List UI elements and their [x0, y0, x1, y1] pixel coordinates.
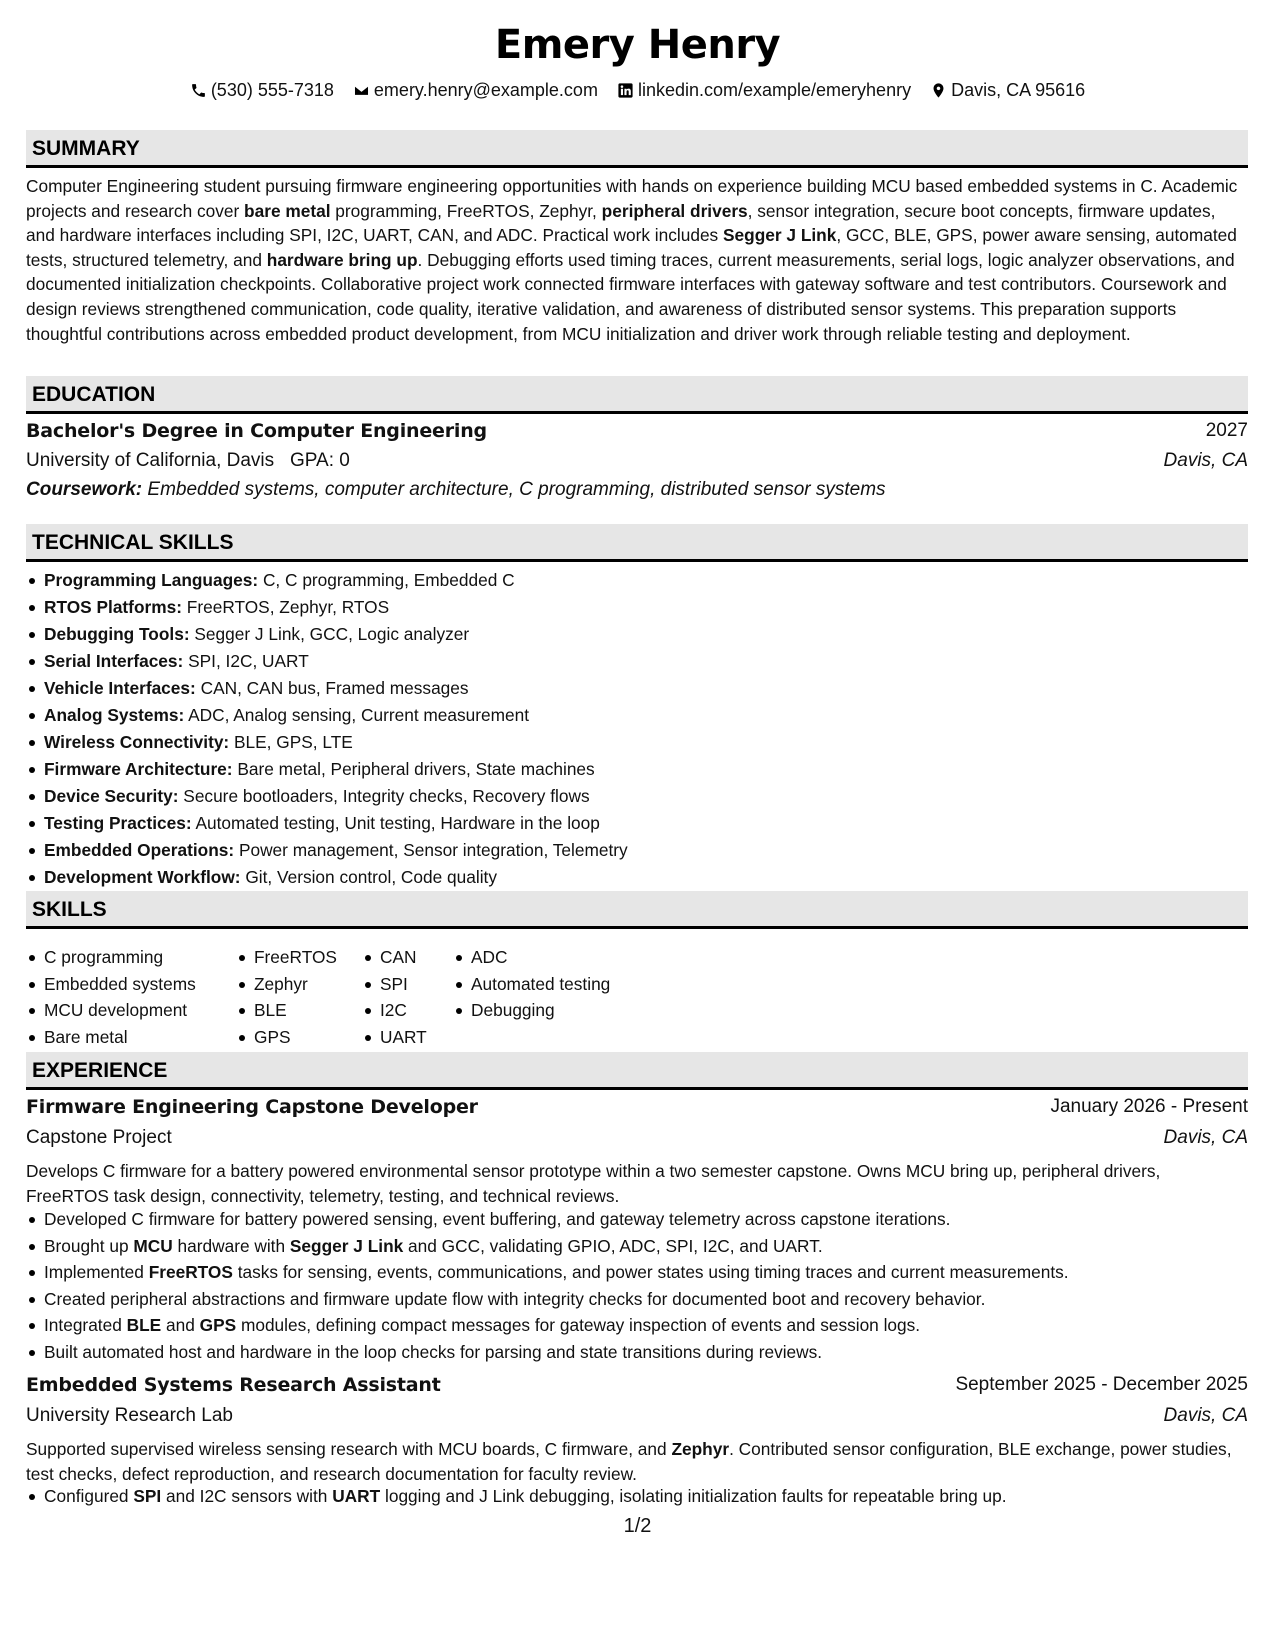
skill-item: Bare metal — [26, 1025, 196, 1052]
skills-column-3 — [362, 945, 427, 1052]
tech-skill-value: Git, Version control, Code quality — [245, 867, 497, 887]
coursework-text: Embedded systems, computer architecture, C programming, distributed sensor systems — [147, 479, 886, 500]
skill-item: Embedded systems — [26, 972, 196, 999]
tech-skill-label: Serial Interfaces: — [44, 651, 184, 671]
job-2-bullets — [26, 1484, 1248, 1511]
text-run: . Contributed sensor configuration, BLE exchange, power studies, test checks, defect reproduction, and research documentation for faculty review. — [26, 1439, 1232, 1484]
text-run: hardware with — [172, 1235, 290, 1256]
job-bullet — [26, 1313, 1248, 1340]
experience-heading-text: EXPERIENCE — [32, 1059, 168, 1082]
tech-skill-value: ADC, Analog sensing, Current measurement — [188, 705, 530, 725]
tech-skill-label: Device Security: — [44, 786, 179, 806]
tech-skill-item — [26, 757, 1248, 784]
tech-skill-item — [26, 865, 1248, 892]
text-run: Built automated host and hardware in the loop checks for parsing and state transitions during reviews. — [44, 1341, 823, 1362]
text-run: modules, defining compact messages for gateway inspection of events and session logs. — [236, 1315, 921, 1336]
technical-skills-heading-text: TECHNICAL SKILLS — [32, 531, 234, 554]
school-location: Davis, CA — [1163, 450, 1248, 471]
job-description — [26, 1159, 1248, 1208]
text-run: , sensor integration, secure boot concepts, firmware updates, and hardware interfaces including SPI, I2C, UART, CAN, and ADC. Practical work includes — [26, 200, 1216, 246]
tech-skill-item — [26, 730, 1248, 757]
text-run: Developed C firmware for battery powered sensing, event buffering, and gateway telemetry across capstone iterations. — [44, 1209, 951, 1229]
job-location: Davis, CA — [1163, 1127, 1248, 1148]
job-description — [26, 1437, 1248, 1486]
skill-item: SPI — [362, 972, 427, 999]
email-text: emery.henry@example.com — [373, 80, 598, 100]
text-run: Computer Engineering student pursuing firmware engineering opportunities with hands on experience building MCU based embedded systems in C. Academic projects and research cover — [26, 176, 1238, 221]
job-bullet — [26, 1484, 1248, 1511]
job-location: Davis, CA — [1163, 1405, 1248, 1426]
tech-skill-item — [26, 838, 1248, 865]
job-bullet — [26, 1340, 1248, 1367]
school-line — [26, 450, 350, 472]
job-title: Embedded Systems Research Assistant — [26, 1374, 441, 1396]
tech-skill-value: Automated testing, Unit testing, Hardware in the loop — [195, 813, 600, 833]
job-1-title-row — [26, 1096, 1248, 1126]
school-name: University of California, Davis — [26, 450, 275, 471]
skill-item: BLE — [236, 998, 337, 1025]
technical-skills-heading — [26, 524, 1248, 562]
envelope-icon — [353, 82, 370, 99]
tech-skill-label: Programming Languages: — [44, 570, 259, 590]
emphasis-text: peripheral drivers — [601, 200, 748, 221]
text-run: Created peripheral abstractions and firmware update flow with integrity checks for documented boot and recovery behavior. — [44, 1288, 986, 1309]
text-run: and GCC, validating GPIO, ADC, SPI, I2C, and UART. — [403, 1235, 823, 1256]
summary-heading — [26, 130, 1248, 168]
emphasis-text: MCU — [133, 1235, 173, 1256]
skill-item: Zephyr — [236, 972, 337, 999]
tech-skill-label: Firmware Architecture: — [44, 759, 233, 779]
emphasis-text: Segger J Link — [289, 1235, 404, 1256]
experience-heading — [26, 1052, 1248, 1090]
job-bullet — [26, 1260, 1248, 1287]
skill-item: UART — [362, 1025, 427, 1052]
emphasis-text: Segger J Link — [723, 225, 837, 246]
coursework-line — [26, 479, 886, 501]
gpa: GPA: 0 — [289, 450, 350, 471]
skill-item: CAN — [362, 945, 427, 972]
skill-item: MCU development — [26, 998, 196, 1025]
text-run: tasks for sensing, events, communications, and power states using timing traces and current measurements. — [232, 1262, 1069, 1283]
tech-skill-value: Segger J Link, GCC, Logic analyzer — [194, 624, 470, 644]
tech-skill-item — [26, 676, 1248, 703]
job-1-bullets — [26, 1207, 1248, 1367]
skills-heading-text: SKILLS — [32, 898, 107, 921]
skills-column-2 — [236, 945, 337, 1052]
skill-item: FreeRTOS — [236, 945, 337, 972]
text-run: Supported supervised wireless sensing research with MCU boards, C firmware, and — [26, 1439, 672, 1459]
tech-skill-label: RTOS Platforms: — [44, 597, 182, 617]
tech-skill-label: Debugging Tools: — [44, 624, 190, 644]
emphasis-text: UART — [332, 1486, 381, 1506]
tech-skill-value: BLE, GPS, LTE — [234, 732, 353, 752]
emphasis-text: BLE — [126, 1315, 162, 1336]
degree-title: Bachelor's Degree in Computer Engineering — [26, 420, 487, 442]
contact-line — [0, 80, 1275, 104]
skills-column-1 — [26, 945, 196, 1052]
tech-skill-item — [26, 595, 1248, 622]
skill-item: Automated testing — [453, 972, 610, 999]
job-dates: January 2026 - Present — [1050, 1096, 1248, 1117]
tech-skill-item — [26, 622, 1248, 649]
skills-column-4 — [453, 945, 610, 1025]
education-school-row — [26, 450, 1248, 480]
phone-text: (530) 555-7318 — [210, 80, 334, 100]
graduation-year: 2027 — [1205, 420, 1248, 441]
text-run: Brought up — [44, 1235, 134, 1256]
text-run: . Debugging efforts used timing traces, current measurements, serial logs, logic analyzer observations, and documented initialization checkpoints. Collaborative project work connected firmware interfaces with gateway software and test contributors. Coursework and design reviews strengthened communication, code quality, iterative validation, and awareness of distributed sensor systems. This preparation supports thoughtful contributions across embedded product development, from MCU initialization and driver work through reliable testing and deployment. — [26, 249, 1235, 344]
text-run: Configured — [44, 1486, 134, 1506]
summary-text — [26, 174, 1248, 346]
job-title: Firmware Engineering Capstone Developer — [26, 1096, 478, 1118]
skill-item: GPS — [236, 1025, 337, 1052]
map-pin-icon — [930, 82, 947, 99]
coursework-row — [26, 479, 1248, 509]
coursework-label: Coursework: — [26, 479, 143, 500]
tech-skill-value: Secure bootloaders, Integrity checks, Recovery flows — [183, 786, 590, 806]
job-2-title-row — [26, 1374, 1248, 1404]
tech-skill-label: Vehicle Interfaces: — [44, 678, 196, 698]
emphasis-text: SPI — [133, 1486, 162, 1506]
skill-item: C programming — [26, 945, 196, 972]
tech-skill-item — [26, 568, 1248, 595]
skill-item: ADC — [453, 945, 610, 972]
job-organization: Capstone Project — [26, 1127, 172, 1148]
text-run: Integrated — [44, 1315, 127, 1336]
job-dates: September 2025 - December 2025 — [955, 1374, 1248, 1395]
job-bullet — [26, 1234, 1248, 1261]
location-text: Davis, CA 95616 — [951, 80, 1086, 100]
job-bullet — [26, 1287, 1248, 1314]
tech-skill-item — [26, 703, 1248, 730]
tech-skill-value: Power management, Sensor integration, Telemetry — [238, 840, 628, 860]
text-run: logging and J Link debugging, isolating initialization faults for repeatable bring up. — [380, 1486, 1007, 1506]
tech-skill-label: Analog Systems: — [44, 705, 185, 725]
linkedin-text: linkedin.com/example/emeryhenry — [637, 80, 912, 100]
contact-phone[interactable] — [190, 80, 334, 101]
skills-heading — [26, 891, 1248, 929]
tech-skill-item — [26, 784, 1248, 811]
tech-skill-item — [26, 649, 1248, 676]
tech-skill-value: SPI, I2C, UART — [188, 651, 309, 671]
text-run: and I2C sensors with — [161, 1486, 333, 1506]
technical-skills-list — [26, 568, 1248, 892]
skill-item: Debugging — [453, 998, 610, 1025]
job-bullet — [26, 1207, 1248, 1234]
emphasis-text: FreeRTOS — [148, 1262, 233, 1283]
job-2-org-row — [26, 1405, 1248, 1435]
job-organization: University Research Lab — [26, 1405, 233, 1426]
tech-skill-value: FreeRTOS, Zephyr, RTOS — [186, 597, 390, 617]
tech-skill-item — [26, 811, 1248, 838]
emphasis-text: GPS — [199, 1315, 237, 1336]
emphasis-text: Zephyr — [671, 1439, 730, 1459]
education-degree-row — [26, 420, 1248, 450]
phone-icon — [190, 82, 207, 99]
job-1-org-row — [26, 1127, 1248, 1157]
text-run: , GCC, BLE, GPS, power aware sensing, automated tests, structured telemetry, and — [26, 225, 1237, 270]
tech-skill-label: Development Workflow: — [44, 867, 241, 887]
candidate-name: Emery Henry — [494, 22, 781, 68]
tech-skill-label: Testing Practices: — [44, 813, 192, 833]
text-run: programming, FreeRTOS, Zephyr, — [330, 200, 602, 221]
contact-linkedin[interactable] — [617, 80, 911, 101]
tech-skill-value: Bare metal, Peripheral drivers, State machines — [237, 759, 595, 779]
contact-location — [930, 80, 1085, 101]
tech-skill-label: Embedded Operations: — [44, 840, 235, 860]
text-run: Develops C firmware for a battery powered environmental sensor prototype within a two semester capstone. Owns MCU bring up, peripheral drivers, FreeRTOS task design, connectivity, telemetry, testing, and technical reviews. — [26, 1161, 1161, 1206]
education-heading — [26, 376, 1248, 414]
emphasis-text: hardware bring up — [266, 249, 418, 270]
page-number: 1/2 — [623, 1515, 652, 1537]
tech-skill-label: Wireless Connectivity: — [44, 732, 230, 752]
text-run: and — [161, 1315, 200, 1336]
contact-email[interactable] — [353, 80, 598, 101]
linkedin-icon — [617, 82, 634, 99]
summary-heading-text: SUMMARY — [32, 137, 140, 160]
emphasis-text: bare metal — [244, 200, 331, 221]
tech-skill-value: CAN, CAN bus, Framed messages — [200, 678, 469, 698]
education-heading-text: EDUCATION — [32, 383, 156, 406]
text-run: Implemented — [44, 1262, 149, 1283]
tech-skill-value: C, C programming, Embedded C — [262, 570, 515, 590]
skill-item: I2C — [362, 998, 427, 1025]
